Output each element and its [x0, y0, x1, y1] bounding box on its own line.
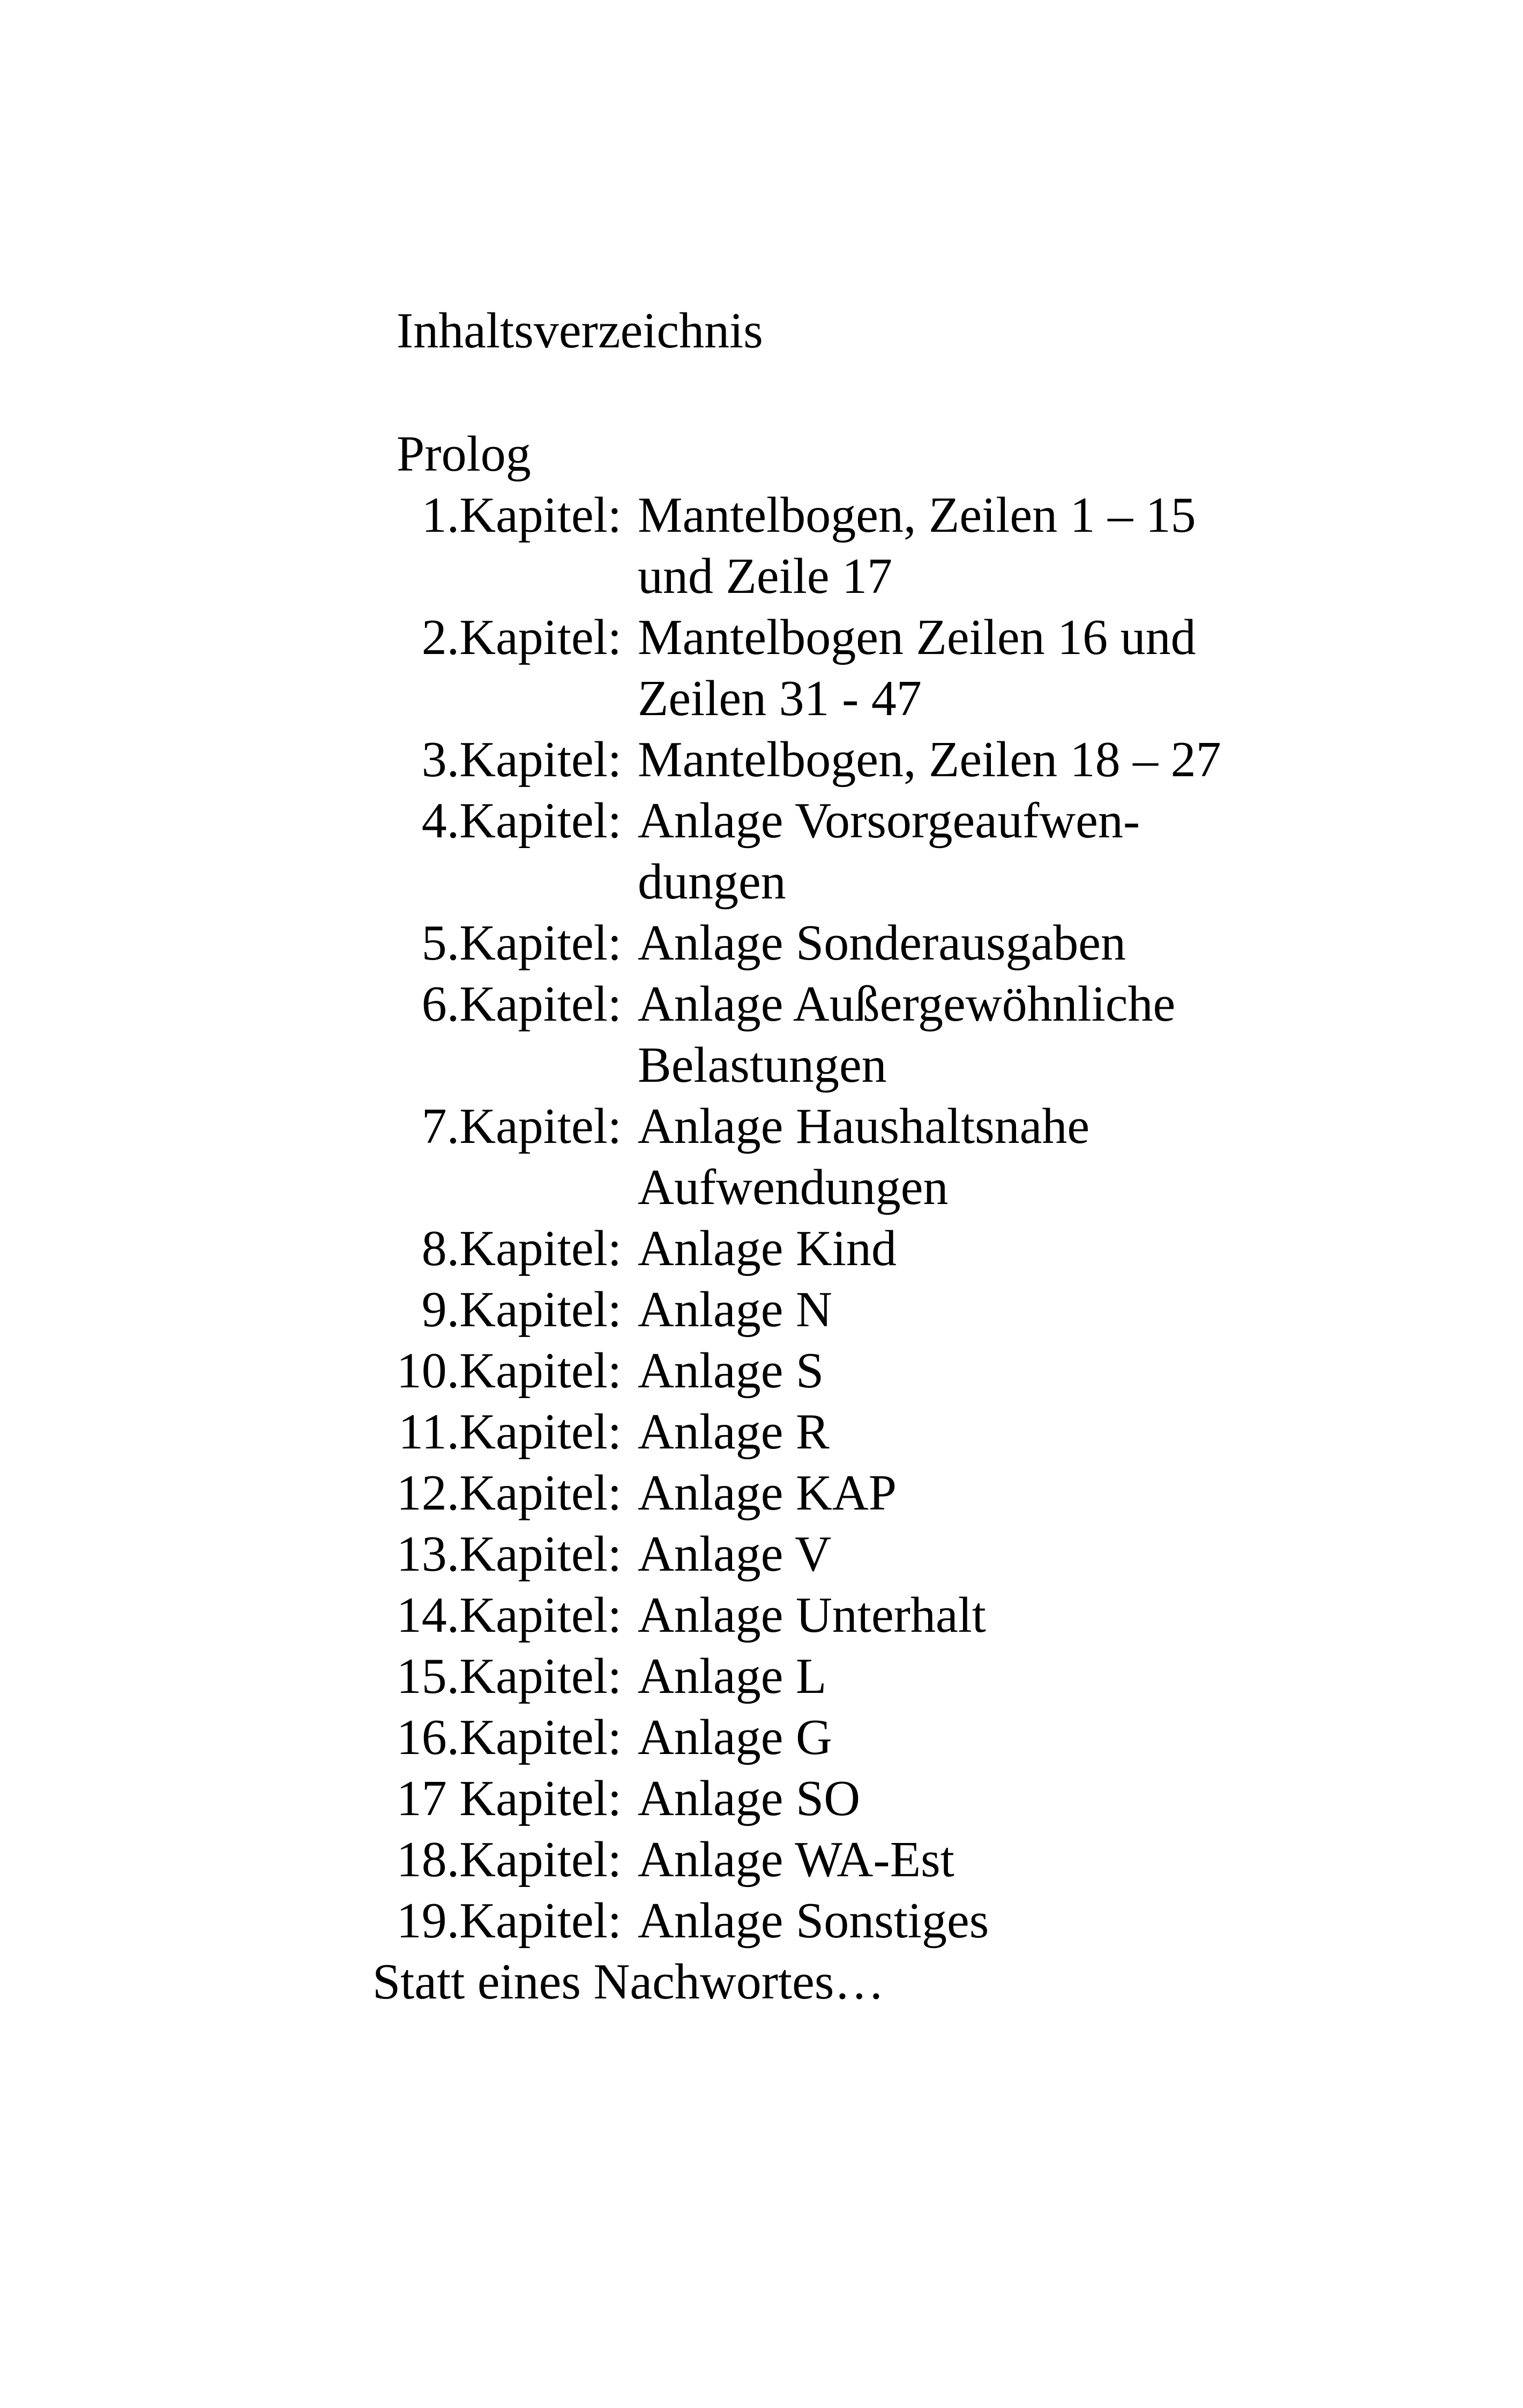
toc-entry [354, 485, 1275, 607]
toc-entry [354, 1707, 1275, 1768]
toc-entry [354, 1829, 1275, 1890]
chapter-title: Anlage Außergewöhnliche Belastungen [638, 976, 1176, 1093]
chapter-label: 15.Kapitel: [396, 1648, 622, 1704]
chapter-label: 19.Kapitel: [396, 1893, 622, 1949]
chapter-title: Anlage SO [638, 1771, 861, 1826]
toc-entry [354, 1890, 1275, 1951]
toc-entry [354, 1523, 1275, 1585]
chapter-label: 1.Kapitel: [421, 487, 622, 543]
toc-entry [354, 1096, 1275, 1218]
chapter-title: Mantelbogen, Zeilen 18 – 27 [638, 732, 1221, 787]
chapter-label: 9.Kapitel: [421, 1282, 622, 1337]
toc-entry [354, 1646, 1275, 1707]
chapter-title: Mantelbogen, Zeilen 1 – 15 und Zeile 17 [638, 487, 1196, 604]
chapter-label: 3.Kapitel: [421, 732, 622, 787]
toc-epilogue: Statt eines Nachwortes… [372, 1954, 885, 2010]
toc-entry [354, 1585, 1275, 1646]
toc-entry [354, 1401, 1275, 1462]
toc-prolog: Prolog [397, 426, 531, 482]
toc-entry [354, 973, 1275, 1096]
chapter-label: 11.Kapitel: [398, 1404, 622, 1460]
chapter-title: Anlage WA-Est [638, 1832, 954, 1887]
toc-entry [354, 1218, 1275, 1279]
chapter-title: Anlage G [638, 1710, 832, 1765]
chapter-title: Anlage Unterhalt [638, 1587, 986, 1643]
toc-entry [354, 729, 1275, 790]
chapter-label: 7.Kapitel: [421, 1098, 622, 1154]
chapter-title: Anlage R [638, 1404, 830, 1460]
chapter-title: Anlage Vorsorgeaufwen-dungen [638, 793, 1140, 910]
chapter-title: Anlage Sonderausgaben [638, 915, 1126, 971]
toc-entry [354, 1340, 1275, 1401]
chapter-label: 5.Kapitel: [421, 915, 622, 971]
toc-list [354, 485, 1275, 1951]
chapter-title: Anlage S [638, 1343, 824, 1399]
chapter-label: 4.Kapitel: [421, 793, 622, 849]
chapter-label: 6.Kapitel: [421, 976, 622, 1032]
chapter-label: 10.Kapitel: [396, 1343, 622, 1399]
chapter-title: Anlage V [638, 1526, 832, 1582]
chapter-title: Anlage Haushaltsnahe Aufwendungen [638, 1098, 1090, 1215]
chapter-label: 18.Kapitel: [396, 1832, 622, 1887]
toc-entry [354, 1768, 1275, 1829]
toc-entry [354, 790, 1275, 912]
chapter-title: Anlage Sonstiges [638, 1893, 989, 1949]
toc-entry [354, 912, 1275, 973]
chapter-title: Anlage KAP [638, 1465, 897, 1521]
chapter-title: Anlage N [638, 1282, 832, 1337]
chapter-label: 16.Kapitel: [396, 1710, 622, 1765]
chapter-title: Mantelbogen Zeilen 16 und Zeilen 31 - 47 [638, 610, 1196, 726]
chapter-label: 12.Kapitel: [396, 1465, 622, 1521]
toc-entry [354, 1279, 1275, 1340]
chapter-title: Anlage L [638, 1648, 827, 1704]
chapter-label: 8.Kapitel: [421, 1221, 622, 1276]
toc-heading: Inhaltsverzeichnis [397, 303, 763, 359]
chapter-label: 13.Kapitel: [396, 1526, 622, 1582]
chapter-label: 2.Kapitel: [421, 610, 622, 665]
toc-entry [354, 607, 1275, 729]
chapter-label: 14.Kapitel: [396, 1587, 622, 1643]
toc-entry [354, 1462, 1275, 1523]
chapter-label: 17 Kapitel: [396, 1771, 622, 1826]
chapter-title: Anlage Kind [638, 1221, 897, 1276]
